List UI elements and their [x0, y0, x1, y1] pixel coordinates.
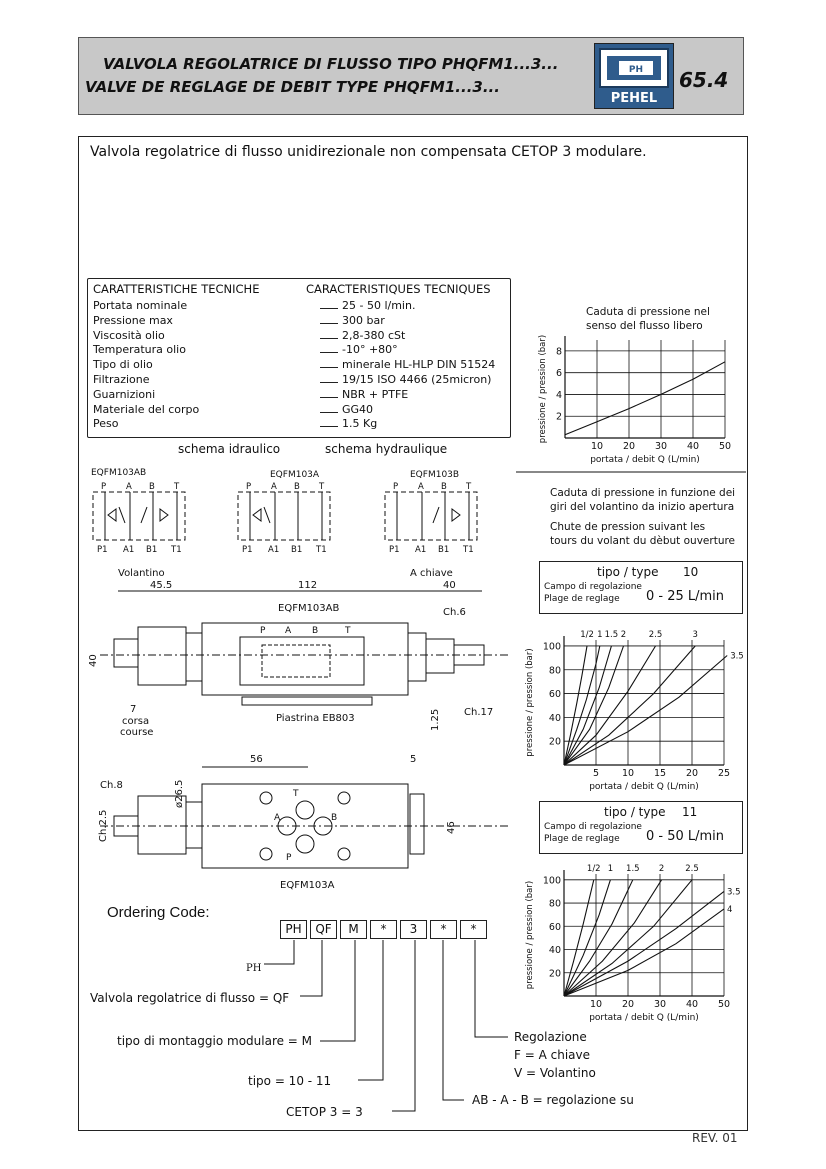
- series-line: [564, 646, 656, 765]
- spec-label: Tipo di olio: [93, 358, 153, 372]
- spec-label: Guarnizioni: [93, 387, 156, 401]
- chart-type10: [522, 618, 746, 796]
- y-tick-label: 20: [548, 968, 561, 980]
- port-label: T: [174, 482, 180, 492]
- x-tick-label: 20: [622, 441, 636, 452]
- port-label: B1: [291, 545, 303, 555]
- x-tick-label: 40: [686, 441, 700, 452]
- x-axis-label: portata / debit Q (L/min): [589, 782, 699, 792]
- description: Valvola regolatrice di flusso unidirezionale non compensata CETOP 3 modulare.: [90, 144, 647, 160]
- port-label: P1: [389, 545, 400, 555]
- code-box: M: [340, 920, 367, 939]
- code-box: PH: [280, 920, 307, 939]
- port-label: A1: [268, 545, 280, 555]
- spec-label: Filtrazione: [93, 372, 150, 386]
- schema-label-it: schema idraulico: [178, 442, 281, 456]
- logo-text: PEHEL: [610, 91, 658, 106]
- y-tick-label: 2: [555, 411, 562, 423]
- sec2-it-l2: giri del volantino da inizio apertura: [550, 501, 735, 513]
- spec-value: 1.5 Kg: [342, 417, 378, 431]
- dim-5: 5: [410, 754, 417, 765]
- y-axis-label: pressione / pression (bar): [538, 334, 548, 444]
- y-tick-label: 100: [542, 875, 561, 887]
- chart-free-flow: [535, 330, 745, 465]
- dim-56: 56: [250, 754, 263, 765]
- y-tick-label: 20: [548, 736, 561, 748]
- type10-value: 10: [683, 565, 699, 579]
- ordering-line-cetop: CETOP 3 = 3: [286, 1105, 363, 1119]
- x-tick-label: 10: [590, 441, 604, 452]
- port-label: P: [101, 482, 107, 492]
- label-ch6: Ch.6: [443, 607, 466, 618]
- port-label: B: [441, 482, 447, 492]
- port-label: T: [293, 789, 299, 799]
- x-tick-label: 20: [685, 768, 699, 779]
- port-label: T1: [171, 545, 182, 555]
- type10-label: tipo / type: [597, 565, 659, 579]
- x-tick-label: 10: [589, 999, 603, 1010]
- y-axis-label: pressione / pression (bar): [525, 648, 535, 757]
- port-label: P: [286, 853, 292, 863]
- type10-range: 0 - 25 L/min: [646, 589, 725, 604]
- ordering-line-qf: Valvola regolatrice di flusso = QF: [90, 991, 290, 1005]
- port-label: A: [271, 482, 277, 492]
- series-label: 1/2: [586, 864, 601, 874]
- port-label: P: [246, 482, 252, 492]
- y-tick-label: 100: [542, 641, 561, 653]
- label-a-chiave: A chiave: [410, 568, 453, 579]
- x-axis-label: portata / debit Q (L/min): [590, 455, 700, 465]
- model-label-top: EQFM103A: [280, 880, 335, 891]
- code-box: 3: [400, 920, 427, 939]
- x-tick-label: 40: [685, 999, 699, 1010]
- x-tick-label: 50: [717, 999, 731, 1010]
- spec-label: Temperatura olio: [93, 343, 186, 357]
- hydraulic-schemas: [85, 462, 515, 562]
- label-piastrina: Piastrina EB803: [276, 713, 355, 724]
- series-label: 3: [692, 630, 698, 640]
- sec2-fr-l1: Chute de pression suivant les: [550, 521, 706, 533]
- series-line: [564, 880, 662, 996]
- y-tick-label: 80: [548, 898, 561, 910]
- x-tick-label: 5: [592, 768, 600, 779]
- x-tick-label: 20: [621, 999, 635, 1010]
- code-box: *: [460, 920, 487, 939]
- title-it: VALVOLA REGOLATRICE DI FLUSSO TIPO PHQFM1...3...: [103, 55, 559, 73]
- y-tick-label: 8: [555, 346, 562, 358]
- spec-value: minerale HL-HLP DIN 51524: [342, 358, 496, 372]
- specs-values: [320, 299, 495, 432]
- label-course: course: [120, 727, 154, 738]
- x-tick-label: 50: [718, 441, 732, 452]
- port-label: P1: [242, 545, 253, 555]
- dim-26-5: ø26.5: [174, 779, 185, 808]
- series-label: 1.5: [626, 864, 640, 874]
- port-label: B: [149, 482, 155, 492]
- dim-40: 40: [443, 580, 456, 591]
- x-tick-label: 30: [654, 441, 668, 452]
- series-label: 2: [658, 864, 665, 874]
- ph-label: PH: [246, 963, 262, 974]
- series-line: [564, 646, 611, 765]
- x-tick-label: 15: [653, 768, 667, 779]
- ab-line: AB - A - B = regolazione su: [472, 1093, 634, 1107]
- graph1-title-l1: Caduta di pressione nel: [586, 306, 710, 318]
- series-label: 2.5: [648, 630, 663, 640]
- regolazione-v: V = Volantino: [514, 1066, 596, 1080]
- series-label: 2.5: [685, 864, 699, 874]
- spec-value: 300 bar: [342, 313, 385, 327]
- series-line: [564, 646, 624, 765]
- port-label: P1: [97, 545, 108, 555]
- label-corsa: corsa: [122, 716, 150, 727]
- ordering-title: Ordering Code:: [107, 904, 210, 921]
- series-label: 1: [607, 864, 614, 874]
- revision: REV. 01: [692, 1131, 738, 1145]
- header-bar: [78, 37, 744, 115]
- dim-112: 112: [298, 580, 318, 591]
- label-ch8: Ch.8: [100, 780, 123, 791]
- x-tick-label: 30: [653, 999, 667, 1010]
- label-volantino: Volantino: [118, 568, 165, 579]
- ordering-line-m: tipo di montaggio modulare = M: [117, 1034, 313, 1048]
- regolazione-f: F = A chiave: [514, 1048, 590, 1062]
- y-tick-label: 6: [555, 368, 562, 380]
- x-axis-label: portata / debit Q (L/min): [589, 1013, 699, 1023]
- series-label: 1: [597, 630, 603, 640]
- port-label: A: [418, 482, 424, 492]
- port-label: B1: [146, 545, 158, 555]
- top-view-drawing: [80, 748, 520, 896]
- y-tick-label: 60: [548, 689, 561, 701]
- y-tick-label: 60: [548, 921, 561, 933]
- dim-height-40: 40: [88, 654, 99, 667]
- spec-label: Materiale del corpo: [93, 402, 200, 416]
- logo-mark: PH: [628, 65, 644, 75]
- ordering-code-boxes: [280, 920, 487, 939]
- port-label: T: [319, 482, 325, 492]
- spec-label: Viscosità olio: [93, 328, 165, 342]
- series-label: 1.5: [604, 630, 619, 640]
- port-label: B: [312, 626, 319, 636]
- sec2-it-l1: Caduta di pressione in funzione dei: [550, 487, 736, 499]
- graph1-title-l2: senso del flusso libero: [586, 320, 703, 332]
- ordering-leader-lines: [80, 940, 520, 1120]
- pehel-logo: [594, 43, 674, 109]
- y-tick-label: 40: [548, 712, 561, 724]
- port-label: B1: [438, 545, 450, 555]
- series-label: 3.5: [730, 651, 744, 662]
- side-view-drawing: [80, 565, 520, 745]
- port-label: A: [274, 813, 281, 823]
- schema-label-fr: schema hydraulique: [325, 442, 448, 456]
- y-tick-label: 40: [548, 945, 561, 957]
- section-divider: [516, 470, 746, 474]
- spec-value: NBR + PTFE: [342, 387, 409, 401]
- model-label-side: EQFM103AB: [278, 603, 340, 614]
- code-box: *: [370, 920, 397, 939]
- dim-46: 46: [446, 821, 457, 834]
- code-box: QF: [310, 920, 337, 939]
- chart-type11: [522, 858, 746, 1026]
- spec-label: Portata nominale: [93, 299, 188, 312]
- type10-campo: Campo di regolazione: [544, 582, 642, 592]
- port-label: T1: [463, 545, 474, 555]
- ordering-line-tipo: tipo = 10 - 11: [248, 1074, 332, 1088]
- y-tick-label: 80: [548, 665, 561, 677]
- series-label: 3.5: [727, 887, 741, 898]
- dim-1-25: 1.25: [430, 708, 441, 731]
- port-label: P: [260, 626, 266, 636]
- code-box: *: [430, 920, 457, 939]
- schema-title: EQFM103B: [410, 470, 460, 480]
- y-axis-label: pressione / pression (bar): [525, 880, 535, 990]
- title-fr: VALVE DE REGLAGE DE DEBIT TYPE PHQFM1...3...: [85, 78, 500, 96]
- port-label: B: [294, 482, 300, 492]
- series-label: 2: [620, 630, 627, 640]
- type11-label: tipo / type: [604, 805, 666, 819]
- port-label: T1: [316, 545, 327, 555]
- spec-value: 2,8-380 cSt: [342, 328, 406, 342]
- series-label: 4: [727, 904, 733, 915]
- series-line: [564, 646, 600, 765]
- type11-value: 11: [682, 805, 698, 819]
- port-label: P: [393, 482, 399, 492]
- spec-label: Peso: [93, 417, 119, 431]
- port-label: A1: [123, 545, 135, 555]
- spec-value: -10° +80°: [342, 343, 398, 357]
- type11-campo: Campo di regolazione: [544, 822, 642, 832]
- spec-value: 25 - 50 l/min.: [342, 299, 416, 312]
- spec-value: 19/15 ISO 4466 (25micron): [342, 372, 492, 386]
- series-label: 1/2: [580, 630, 594, 640]
- port-label: A: [285, 626, 292, 636]
- spec-value: GG40: [342, 402, 374, 416]
- dim-7: 7: [130, 704, 137, 715]
- type11-plage: Plage de reglage: [544, 834, 620, 844]
- label-ch17: Ch.17: [464, 707, 494, 718]
- page-number: 65.4: [679, 68, 729, 92]
- port-label: T: [466, 482, 472, 492]
- type10-plage: Plage de reglage: [544, 594, 620, 604]
- y-tick-label: 4: [555, 389, 562, 401]
- specs-labels: [93, 299, 199, 432]
- spec-label: Pressione max: [93, 313, 173, 327]
- specs-heading-it: CARATTERISTICHE TECNICHE: [93, 282, 260, 296]
- schema-title: EQFM103AB: [91, 468, 147, 478]
- sec2-fr-l2: tours du volant du dèbut ouverture: [550, 535, 736, 547]
- schema-title: EQFM103A: [270, 470, 320, 480]
- port-label: A1: [415, 545, 427, 555]
- type11-range: 0 - 50 L/min: [646, 829, 725, 844]
- regolazione-title: Regolazione: [514, 1030, 587, 1044]
- specs-heading-fr: CARACTERISTIQUES TECNIQUES: [306, 282, 491, 296]
- x-tick-label: 25: [717, 768, 731, 779]
- dim-45-5: 45.5: [150, 580, 173, 591]
- port-label: T: [345, 626, 351, 636]
- x-tick-label: 10: [621, 768, 635, 779]
- label-ch2-5: Ch.2.5: [98, 809, 109, 842]
- port-label: A: [126, 482, 132, 492]
- port-label: B: [331, 813, 338, 823]
